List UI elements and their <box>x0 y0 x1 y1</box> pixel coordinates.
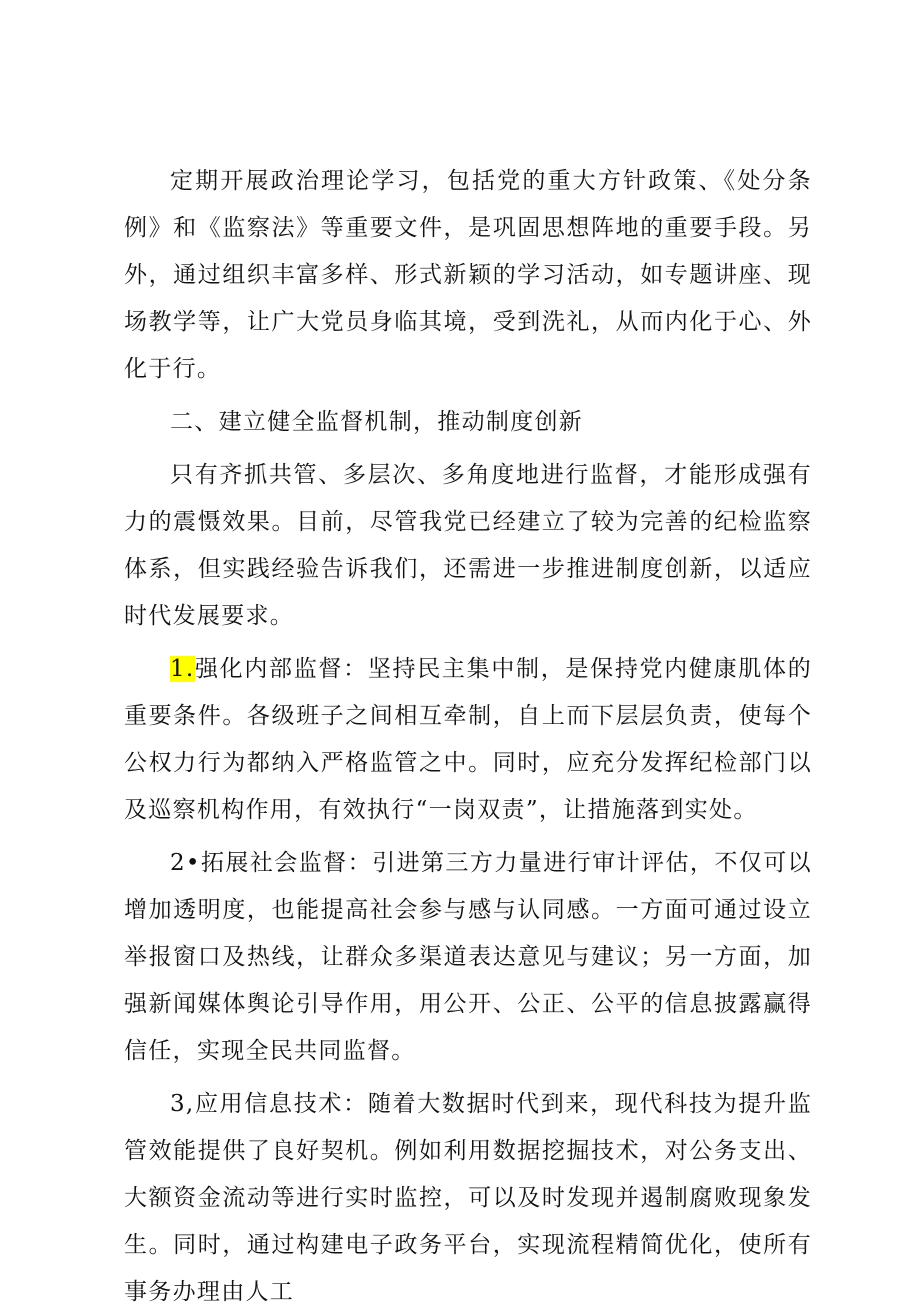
paragraph-internal-supervision <box>124 646 812 834</box>
paragraph-social-supervision: 2•拓展社会监督：引进第三方力量进行审计评估，不仅可以增加透明度，也能提高社会参与感与认同感。一方面可通过设立举报窗口及热线，让群众多渠道表达意见与建议；另一方面，加强新闻媒体舆论引导作用，用公开、公正、公平的信息披露赢得信任，实现全民共同监督。 <box>124 850 812 1064</box>
paragraph-supervision-intro: 只有齐抓共管、多层次、多角度地进行监督，才能形成强有力的震慑效果。目前，尽管我党已经建立了较为完善的纪检监察体系，但实践经验告诉我们，还需进一步推进制度创新，以适应时代发展要求。 <box>124 462 812 629</box>
paragraph-information-technology: 3,应用信息技术：随着大数据时代到来，现代科技为提升监管效能提供了良好契机。例如利用数据挖掘技术，对公务支出、大额资金流动等进行实时监控，可以及时发现并遏制腐败现象发生。同时，通过构建电子政务平台，实现流程精简优化，使所有事务办理由人工 <box>124 1091 812 1305</box>
section-heading-2: 二、建立健全监督机制，推动制度创新 <box>170 409 584 435</box>
highlighted-list-number: 1. <box>170 656 195 682</box>
paragraph-internal-supervision-text: 强化内部监督：坚持民主集中制，是保持党内健康肌体的重要条件。各级班子之间相互牵制，自上而下层层负责，使每个公权力行为都纳入严格监管之中。同时，应充分发挥纪检部门以及巡察机构作用，有效执行“一岗双责”，让措施落到实处。 <box>124 656 812 823</box>
paragraph-theory-study: 定期开展政治理论学习，包括党的重大方针政策、《处分条例》和《监察法》等重要文件，是巩固思想阵地的重要手段。另外，通过组织丰富多样、形式新颖的学习活动，如专题讲座、现场教学等，让广大党员身临其境，受到洗礼，从而内化于心、外化于行。 <box>124 168 812 382</box>
